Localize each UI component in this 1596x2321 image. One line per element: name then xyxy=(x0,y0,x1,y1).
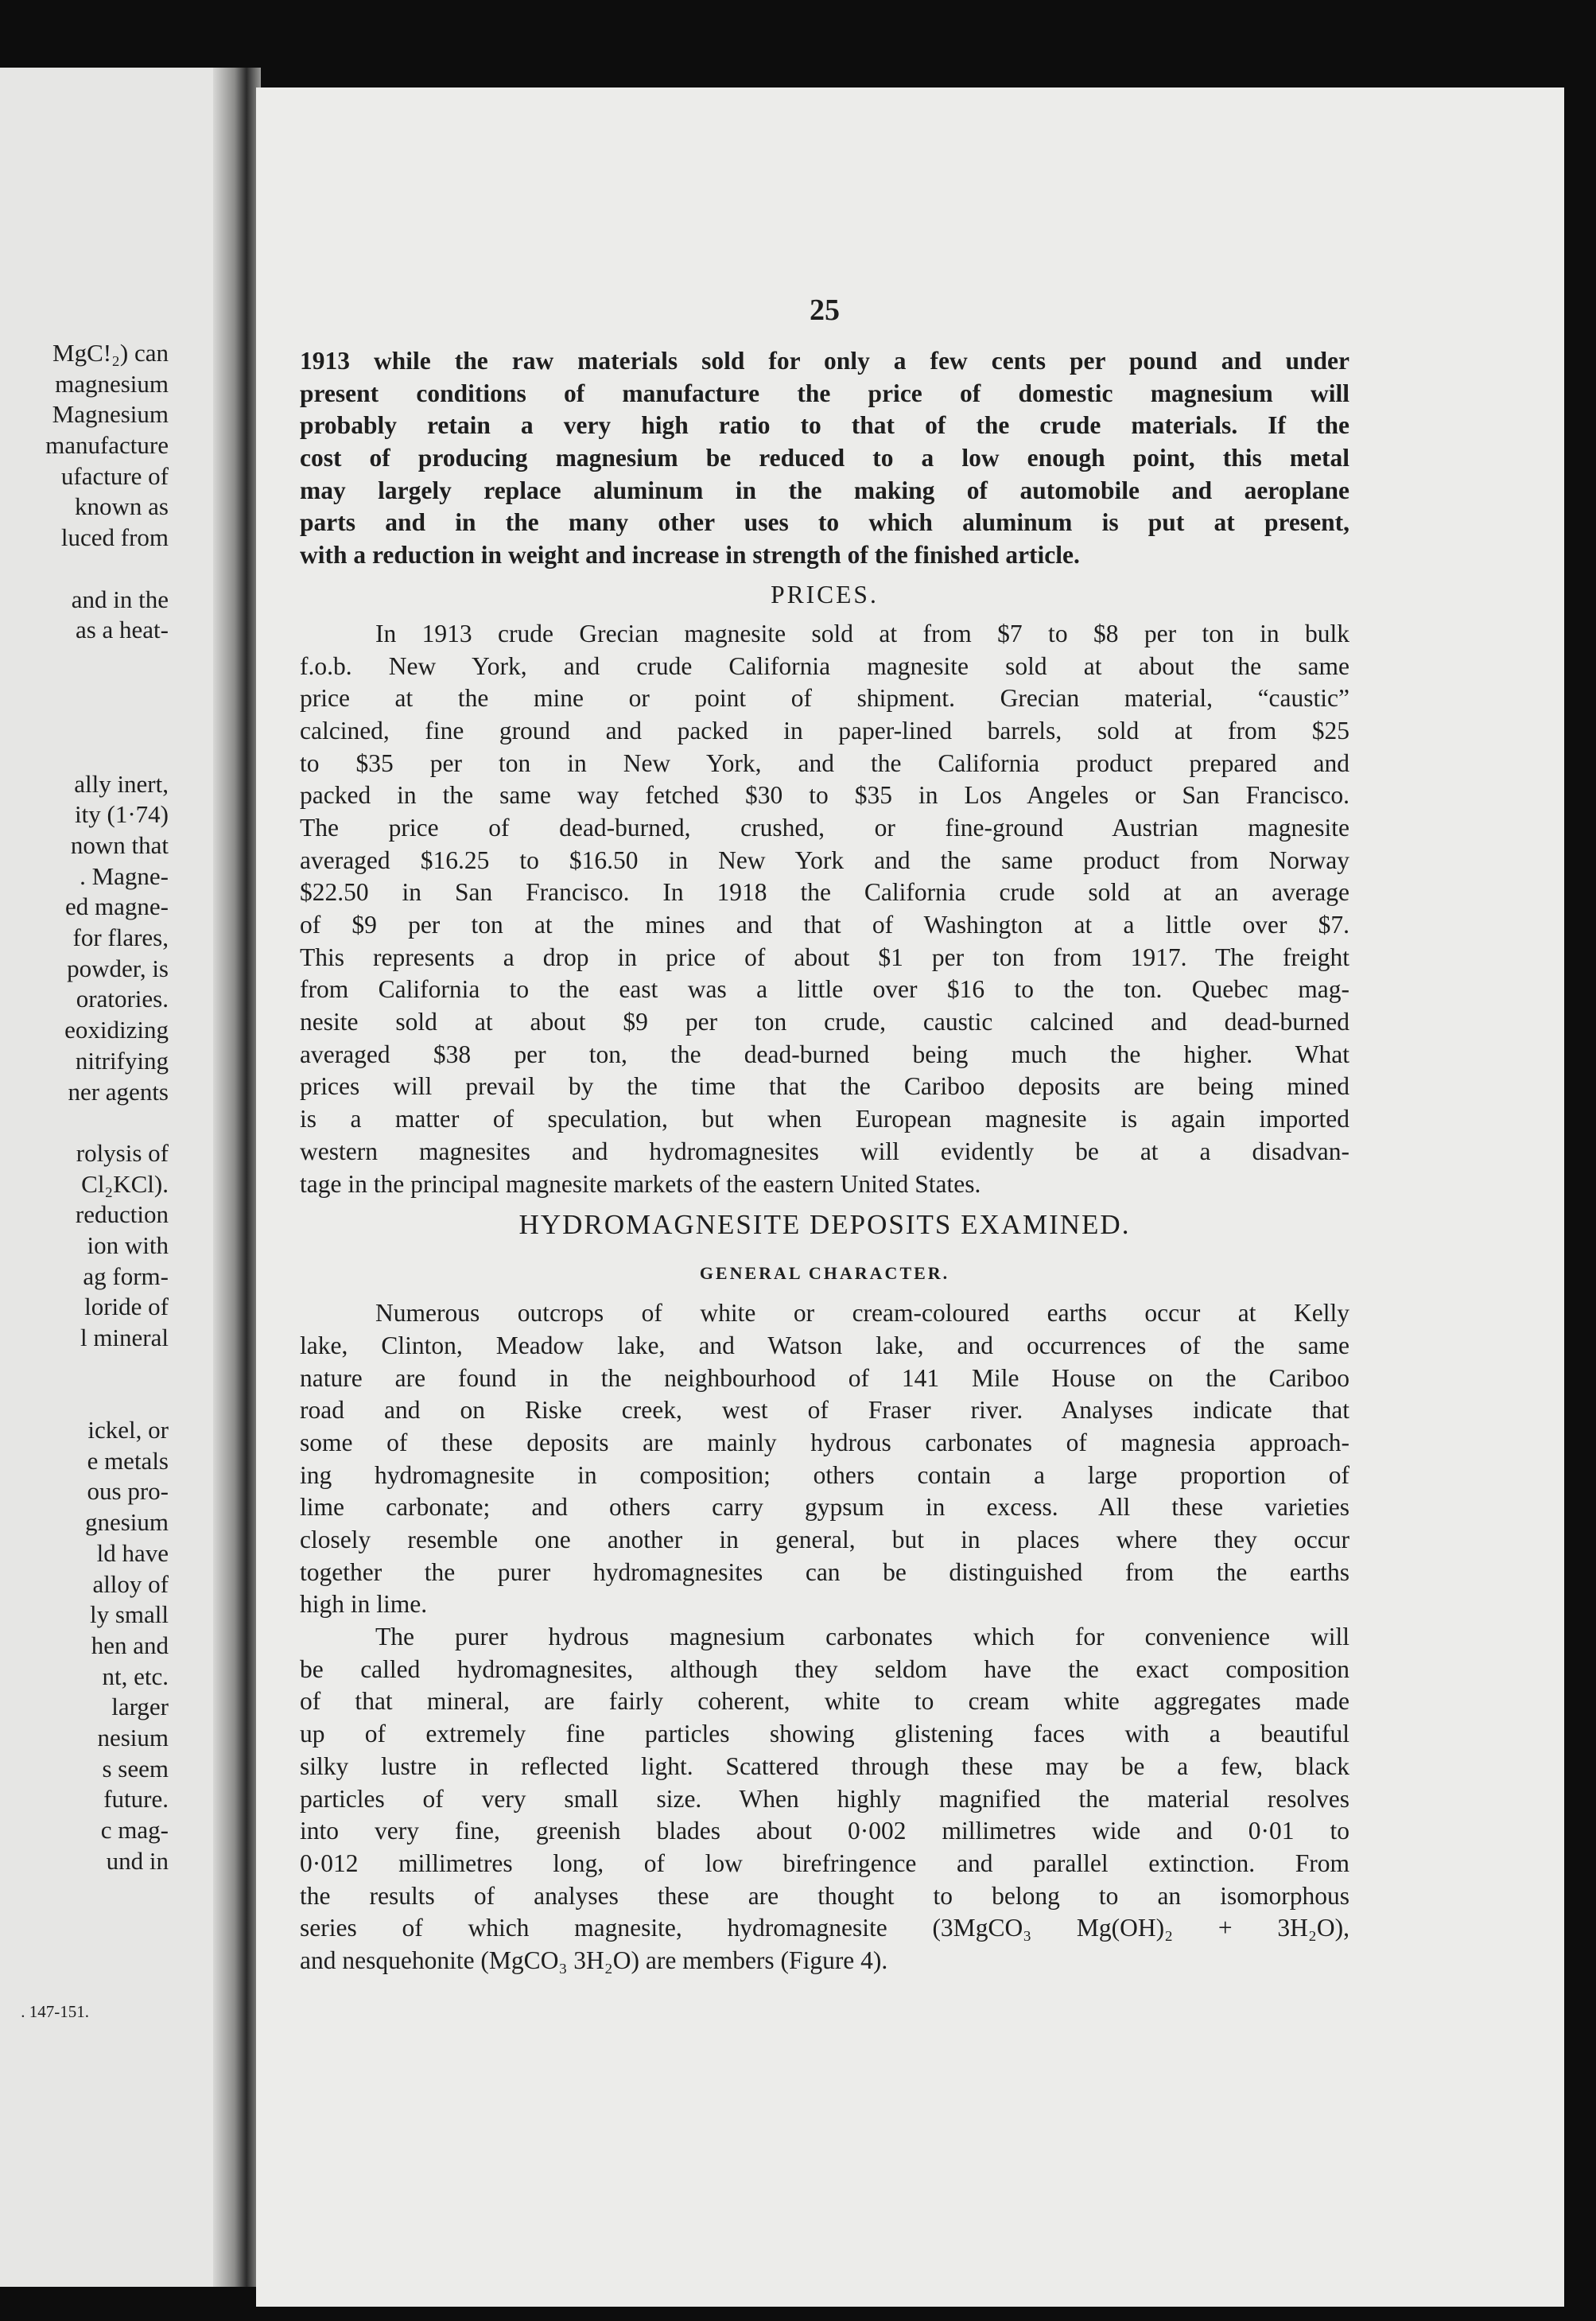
left-page-line: loride of xyxy=(84,1293,169,1321)
left-page-line: und in xyxy=(106,1846,169,1875)
left-page-line: ufacture of xyxy=(60,461,169,490)
text-line: lime carbonate; and others carry gypsum in excess. All these varieties xyxy=(300,1493,1349,1522)
text-line: series of which magnesite, hydromagnesite (3MgCO₃ Mg(OH)₂ + 3H₂O), xyxy=(300,1914,1349,1942)
text-line: price at the mine or point of shipment. Grecian material, “caustic” xyxy=(300,684,1349,713)
left-page-line: rolysis of xyxy=(76,1138,169,1167)
text-line: averaged $16.25 to $16.50 in New York and the same product from Norway xyxy=(300,846,1349,874)
prices-heading: PRICES. xyxy=(771,580,879,608)
left-page-line: ner agents xyxy=(68,1077,169,1106)
left-page-line: ly small xyxy=(89,1600,169,1629)
text-line: the results of analyses these are thought to belong to an isomorphous xyxy=(300,1881,1349,1910)
text-line: to $35 per ton in New York, and the California product prepared and xyxy=(300,748,1349,777)
left-page-line: magnesium xyxy=(55,369,169,398)
left-page-line: and in the xyxy=(71,585,169,613)
paragraph-intro xyxy=(300,345,1349,572)
left-page-line: nt, etc. xyxy=(102,1662,169,1690)
left-page-line: nown that xyxy=(70,831,169,859)
left-page-line xyxy=(0,1384,169,1415)
left-page-line: ion with xyxy=(87,1230,169,1259)
left-page-line: ity (1·74) xyxy=(75,800,169,829)
section-heading: HYDROMAGNESITE DEPOSITS EXAMINED. xyxy=(518,1209,1131,1241)
text-line: This represents a drop in price of about $1 per ton from 1917. The freight xyxy=(300,943,1349,971)
left-page-line: manufacture xyxy=(45,431,169,460)
text-line: parts and in the many other uses to which aluminum is put at present, xyxy=(300,508,1349,537)
text-line: of $9 per ton at the mines and that of Washington at a little over $7. xyxy=(300,911,1349,939)
left-page-line: e metals xyxy=(87,1446,169,1475)
text-line: nesite sold at about $9 per ton crude, caustic calcined and dead-burned xyxy=(300,1008,1349,1036)
text-line: from California to the east was a little over $16 to the ton. Quebec mag- xyxy=(300,975,1349,1004)
left-page xyxy=(0,68,237,2287)
left-page-line: future. xyxy=(103,1785,169,1814)
left-page-line: s seem xyxy=(102,1754,169,1783)
left-page-line: ag form- xyxy=(83,1262,169,1290)
text-line: f.o.b. New York, and crude California magnesite sold at about the same xyxy=(300,651,1349,680)
text-line: of that mineral, are fairly coherent, white to cream white aggregates made xyxy=(300,1687,1349,1716)
left-page-line xyxy=(0,738,169,769)
text-line: closely resemble one another in general, but in places where they occur xyxy=(300,1526,1349,1553)
text-line: and nesquehonite (MgCO₃ 3H₂O) are members (Figure 4). xyxy=(300,1946,888,1974)
left-page-line: for flares, xyxy=(72,923,169,952)
text-line: with a reduction in weight and increase in strength of the finished article. xyxy=(300,541,1080,570)
text-line: silky lustre in reflected light. Scattered through these may be a few, black xyxy=(300,1751,1349,1780)
text-line: road and on Riske creek, west of Fraser river. Analyses indicate that xyxy=(300,1396,1349,1425)
left-page-line: hen and xyxy=(91,1631,169,1659)
text-line: ing hydromagnesite in composition; others contain a large proportion of xyxy=(300,1460,1349,1489)
text-line: The purer hydrous magnesium carbonates which for convenience will xyxy=(375,1623,1349,1651)
left-page-line: c mag- xyxy=(100,1816,169,1844)
book-gutter xyxy=(213,68,261,2287)
left-page-line xyxy=(0,1107,169,1138)
text-line: lake, Clinton, Meadow lake, and Watson lake, and occurrences of the same xyxy=(300,1331,1349,1359)
left-page-line: powder, is xyxy=(67,954,169,982)
text-line: The price of dead-burned, crushed, or fine-ground Austrian magnesite xyxy=(300,813,1349,842)
left-page-line: known as xyxy=(75,492,169,521)
left-page-line: ld have xyxy=(96,1538,169,1567)
text-line: $22.50 in San Francisco. In 1918 the California crude sold at an average xyxy=(300,878,1349,907)
text-line: 0·012 millimetres long, of low birefringence and parallel extinction. From xyxy=(300,1849,1349,1877)
sub-heading: GENERAL CHARACTER. xyxy=(699,1263,950,1284)
page-number: 25 xyxy=(810,294,840,327)
paragraph-prices xyxy=(300,618,1349,1200)
text-line: calcined, fine ground and packed in paper-lined barrels, sold at from $25 xyxy=(300,716,1349,745)
left-page-line: MgC!₂) can xyxy=(52,339,169,367)
text-line: into very fine, greenish blades about 0·002 millimetres wide and 0·01 to xyxy=(300,1817,1349,1845)
text-line: Numerous outcrops of white or cream-coloured earths occur at Kelly xyxy=(375,1299,1349,1328)
text-line: western magnesites and hydromagnesites will evidently be at a disadvan- xyxy=(300,1137,1349,1165)
left-page-text xyxy=(0,338,169,1876)
paragraph-hydromagnesites xyxy=(300,1621,1349,1977)
text-line: tage in the principal magnesite markets of the eastern United States. xyxy=(300,1169,981,1198)
text-line: together the purer hydromagnesites can be distinguished from the earths xyxy=(300,1557,1349,1586)
left-page-line xyxy=(0,707,169,738)
text-line: In 1913 crude Grecian magnesite sold at from $7 to $8 per ton in bulk xyxy=(375,619,1349,647)
left-page-line: Magnesium xyxy=(52,400,169,429)
text-line: prices will prevail by the time that the Cariboo deposits are being mined xyxy=(300,1072,1349,1101)
text-line: 1913 while the raw materials sold for only a few cents per pound and under xyxy=(300,347,1349,375)
left-page-line xyxy=(0,677,169,708)
text-line: probably retain a very high ratio to that of the crude materials. If the xyxy=(300,411,1349,440)
left-page-line xyxy=(0,1354,169,1385)
right-page-text xyxy=(300,286,1349,1977)
left-page-line: oratories. xyxy=(76,985,169,1013)
left-page-line: luced from xyxy=(60,523,169,552)
text-line: up of extremely fine particles showing glistening faces with a beautiful xyxy=(300,1720,1349,1748)
left-page-line: alloy of xyxy=(92,1569,169,1598)
text-line: present conditions of manufacture the price of domestic magnesium will xyxy=(300,379,1349,407)
text-line: averaged $38 per ton, the dead-burned being much the higher. What xyxy=(300,1040,1349,1068)
left-page-line: larger xyxy=(111,1693,169,1721)
left-page-line: nitrifying xyxy=(75,1046,169,1075)
left-page-footnote: . 147-151. xyxy=(21,2002,89,2021)
left-page-line: ickel, or xyxy=(87,1416,169,1444)
left-page-line: ed magne- xyxy=(65,892,169,921)
left-page-line: . Magne- xyxy=(80,861,169,890)
left-page-line: eoxidizing xyxy=(64,1016,169,1044)
left-page-line: as a heat- xyxy=(75,616,169,644)
text-line: packed in the same way fetched $30 to $35 in Los Angeles or San Francisco. xyxy=(300,781,1349,810)
left-page-line: reduction xyxy=(75,1200,169,1229)
left-page-line: ally inert, xyxy=(74,769,169,798)
left-page-line: Cl₂KCl). xyxy=(81,1169,169,1198)
text-line: particles of very small size. When highly magnified the material resolves xyxy=(300,1784,1349,1813)
left-page-line xyxy=(0,646,169,677)
left-page-line: gnesium xyxy=(84,1508,169,1537)
text-line: nature are found in the neighbourhood of 141 Mile House on the Cariboo xyxy=(300,1363,1349,1392)
text-line: some of these deposits are mainly hydrous carbonates of magnesia approach- xyxy=(300,1428,1349,1456)
text-line: is a matter of speculation, but when European magnesite is again imported xyxy=(300,1105,1349,1133)
left-page-line: l mineral xyxy=(80,1324,169,1351)
left-page-line: nesium xyxy=(97,1723,169,1751)
text-line: may largely replace aluminum in the making of automobile and aeroplane xyxy=(300,476,1349,504)
left-page-line xyxy=(0,554,169,585)
left-page-line: ous pro- xyxy=(87,1477,169,1506)
text-line: high in lime. xyxy=(300,1590,428,1619)
text-line: cost of producing magnesium be reduced to a low enough point, this metal xyxy=(300,444,1349,472)
paragraph-general xyxy=(300,1297,1349,1621)
text-line: be called hydromagnesites, although they seldom have the exact composition xyxy=(300,1654,1349,1683)
